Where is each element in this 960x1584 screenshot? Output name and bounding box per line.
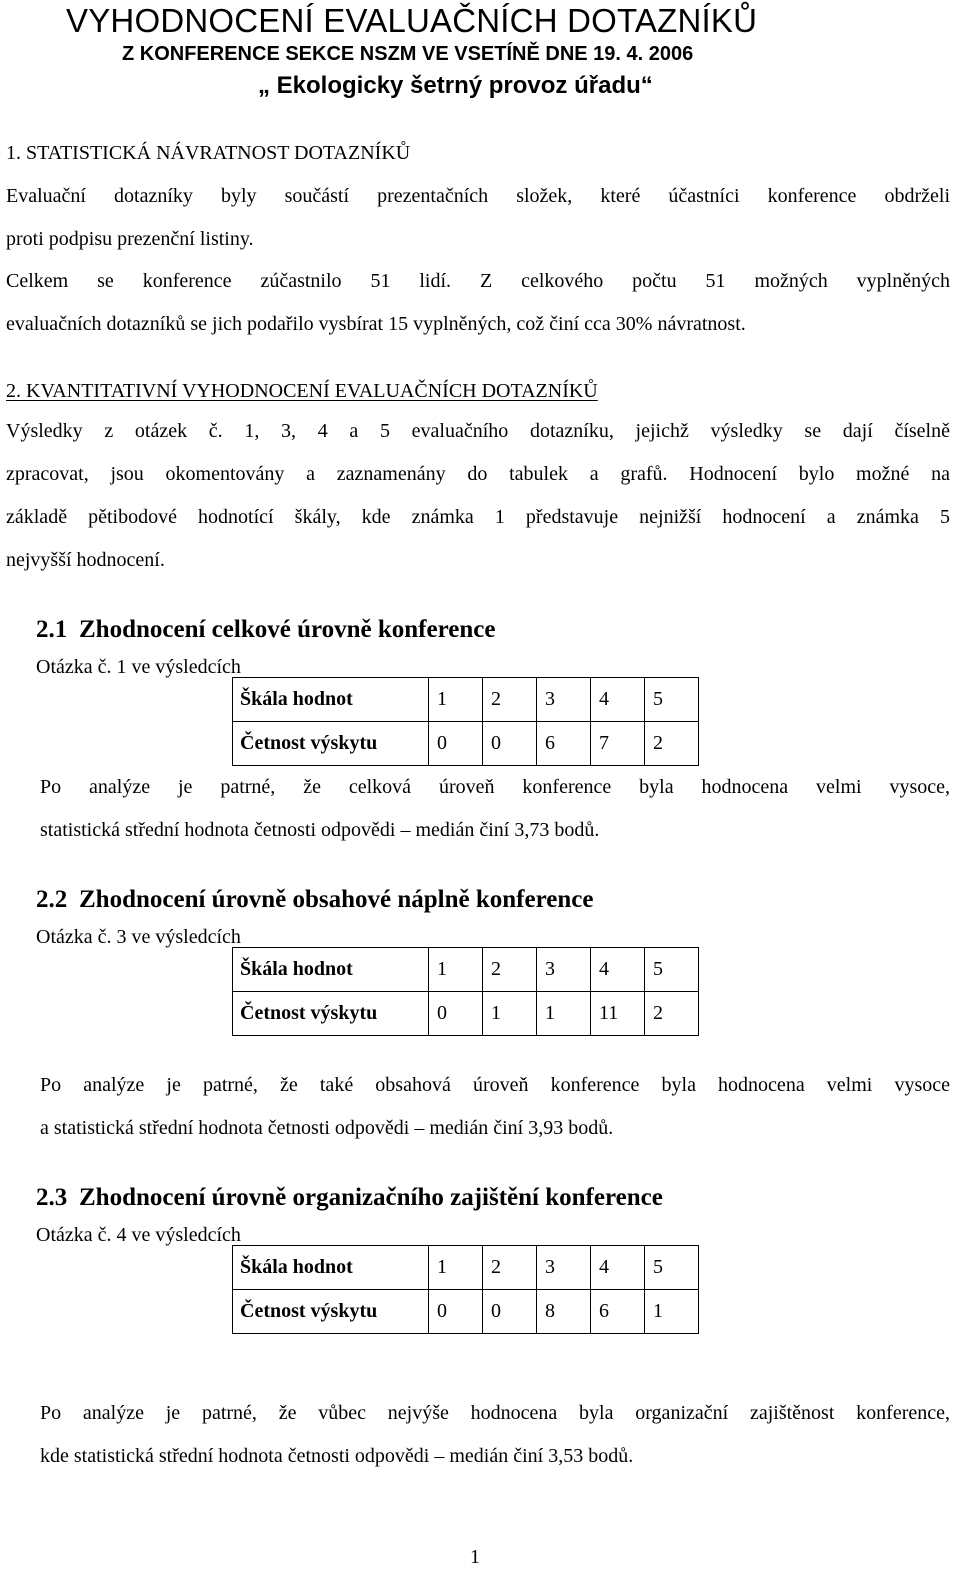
subsection-2-3-heading <box>36 1184 663 1212</box>
frequency-label: Četnost výskytu <box>233 722 429 766</box>
section-2-heading: 2. KVANTITATIVNÍ VYHODNOCENÍ EVALUAČNÍCH DOTAZNÍKŮ <box>6 380 598 402</box>
frequency-row <box>233 1290 699 1334</box>
subsection-number: 2.2 <box>36 886 68 913</box>
scale-value: 2 <box>483 678 537 722</box>
section-2-line-1: Výsledky z otázek č. 1, 3, 4 a 5 evaluačního dotazníku, jejichž výsledky se dají číselně <box>6 420 950 442</box>
scale-value: 5 <box>645 1246 699 1290</box>
subsection-2-2-question: Otázka č. 3 ve výsledcích <box>36 926 241 948</box>
frequency-value: 1 <box>483 992 537 1036</box>
frequency-label: Četnost výskytu <box>233 992 429 1036</box>
subsection-2-3-comment-line-2: kde statistická střední hodnota četnosti odpovědi – medián činí 3,53 bodů. <box>40 1445 634 1467</box>
subsection-2-2-table <box>232 947 699 1036</box>
scale-label: Škála hodnot <box>233 1246 429 1290</box>
subsection-number: 2.1 <box>36 616 68 643</box>
scale-label: Škála hodnot <box>233 948 429 992</box>
subsection-2-2-heading <box>36 886 593 914</box>
scale-row <box>233 1246 699 1290</box>
scale-value: 1 <box>429 948 483 992</box>
frequency-value: 1 <box>645 1290 699 1334</box>
scale-value: 5 <box>645 678 699 722</box>
scale-value: 4 <box>591 1246 645 1290</box>
scale-value: 1 <box>429 678 483 722</box>
section-2-line-2: zpracovat, jsou okomentovány a zaznamenány do tabulek a grafů. Hodnocení bylo možné na <box>6 463 950 485</box>
document-subtitle: Z KONFERENCE SEKCE NSZM VE VSETÍNĚ DNE 19. 4. 2006 <box>122 43 694 65</box>
frequency-value: 6 <box>591 1290 645 1334</box>
subsection-2-1-heading <box>36 616 495 644</box>
scale-value: 1 <box>429 1246 483 1290</box>
scale-value: 3 <box>537 948 591 992</box>
page-number: 1 <box>470 1546 480 1568</box>
subsection-2-3-table <box>232 1245 699 1334</box>
subsection-2-3-question: Otázka č. 4 ve výsledcích <box>36 1224 241 1246</box>
frequency-value: 6 <box>537 722 591 766</box>
document-topic: „ Ekologicky šetrný provoz úřadu“ <box>258 72 653 99</box>
frequency-value: 0 <box>483 722 537 766</box>
frequency-value: 7 <box>591 722 645 766</box>
scale-value: 4 <box>591 678 645 722</box>
subsection-2-1-comment-line-2: statistická střední hodnota četnosti odpovědi – medián činí 3,73 bodů. <box>40 819 600 841</box>
subsection-2-2-comment-line-1: Po analýze je patrné, že také obsahová úroveň konference byla hodnocena velmi vysoce <box>40 1074 950 1096</box>
subsection-title: Zhodnocení celkové úrovně konference <box>79 616 496 643</box>
section-2-line-4: nejvyšší hodnocení. <box>6 549 165 571</box>
frequency-value: 0 <box>429 992 483 1036</box>
subsection-2-1-table <box>232 677 699 766</box>
document-title: VYHODNOCENÍ EVALUAČNÍCH DOTAZNÍKŮ <box>66 2 758 39</box>
scale-value: 5 <box>645 948 699 992</box>
subsection-2-1-comment-line-1: Po analýze je patrné, že celková úroveň konference byla hodnocena velmi vysoce, <box>40 776 950 798</box>
frequency-value: 2 <box>645 992 699 1036</box>
frequency-label: Četnost výskytu <box>233 1290 429 1334</box>
scale-row <box>233 678 699 722</box>
subsection-2-1-question: Otázka č. 1 ve výsledcích <box>36 656 241 678</box>
frequency-row <box>233 722 699 766</box>
subsection-title: Zhodnocení úrovně organizačního zajištění konference <box>79 1184 663 1211</box>
frequency-value: 0 <box>483 1290 537 1334</box>
frequency-value: 11 <box>591 992 645 1036</box>
subsection-2-2-comment-line-2: a statistická střední hodnota četnosti odpovědi – medián činí 3,93 bodů. <box>40 1117 614 1139</box>
section-1-heading: 1. STATISTICKÁ NÁVRATNOST DOTAZNÍKŮ <box>6 142 411 164</box>
scale-label: Škála hodnot <box>233 678 429 722</box>
scale-value: 2 <box>483 948 537 992</box>
frequency-value: 0 <box>429 1290 483 1334</box>
scale-value: 3 <box>537 1246 591 1290</box>
subsection-2-3-comment-line-1: Po analýze je patrné, že vůbec nejvýše hodnocena byla organizační zajištěnost konference, <box>40 1402 950 1424</box>
frequency-value: 2 <box>645 722 699 766</box>
frequency-row <box>233 992 699 1036</box>
frequency-value: 0 <box>429 722 483 766</box>
frequency-value: 1 <box>537 992 591 1036</box>
subsection-number: 2.3 <box>36 1184 68 1211</box>
scale-value: 3 <box>537 678 591 722</box>
scale-value: 2 <box>483 1246 537 1290</box>
subsection-title: Zhodnocení úrovně obsahové náplně konference <box>79 886 594 913</box>
section-1-paragraph-2-line-1: Celkem se konference zúčastnilo 51 lidí. Z celkového počtu 51 možných vyplněných <box>6 270 950 292</box>
scale-row <box>233 948 699 992</box>
section-1-paragraph-2-line-2: evaluačních dotazníků se jich podařilo vysbírat 15 vyplněných, což činí cca 30% návratnost. <box>6 313 746 335</box>
section-1-paragraph-1-line-2: proti podpisu prezenční listiny. <box>6 228 254 250</box>
scale-value: 4 <box>591 948 645 992</box>
section-1-paragraph-1-line-1: Evaluační dotazníky byly součástí prezentačních složek, které účastníci konference obdrželi <box>6 185 950 207</box>
frequency-value: 8 <box>537 1290 591 1334</box>
section-2-line-3: základě pětibodové hodnotící škály, kde známka 1 představuje nejnižší hodnocení a známka 5 <box>6 506 950 528</box>
